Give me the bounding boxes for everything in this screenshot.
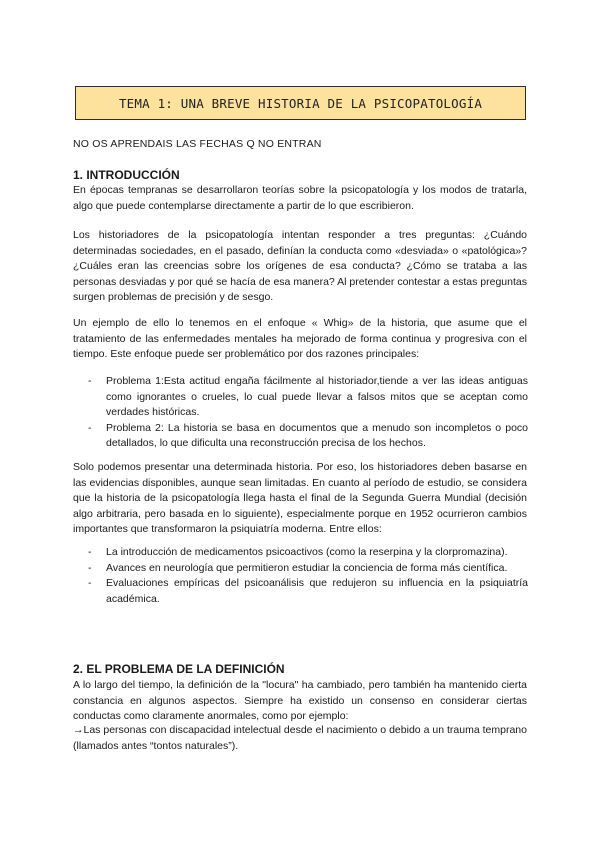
list-item: - La introducción de medicamentos psicoactivos (como la reserpina y la clorpromazina). [88, 545, 528, 561]
title-banner [75, 86, 526, 120]
problems-list [88, 374, 528, 452]
list-item: - Problema 1:Esta actitud engaña fácilmente al historiador,tiende a ver las ideas antiguas como ignorantes o crueles, lo cual puede llevar a falsos mitos que se aceptan como verdades históricas. [88, 374, 528, 421]
section-2-paragraph-2: →Las personas con discapacidad intelectual desde el nacimiento o debido a un trauma temprano (llamados antes “tontos naturales”). [73, 724, 527, 752]
list-item: - Problema 2: La historia se basa en documentos que a menudo son incompletos o poco detallados, lo que dificulta una reconstrucción precisa de los hechos. [88, 421, 528, 452]
section-1-paragraph-3: Un ejemplo de ello lo tenemos en el enfoque « Whig» de la historia, que asume que el tratamiento de las enfermedades mentales ha mejorado de forma continua y progresiva con el tiempo. Este enfoque puede ser problemático por dos razones principales: [73, 317, 527, 361]
changes-list [88, 545, 528, 607]
section-1-paragraph-4: Solo podemos presentar una determinada historia. Por eso, los historiadores deben basarse en las evidencias disponibles, aunque sean limitadas. En cuanto al período de estudio, se considera que la historia de la psicopatología llega hasta el final de la Segunda Guerra Mundial (decisión algo arbitraria, pero basada en lo siguiente), especialmente porque en 1952 ocurrieron cambios importantes que transformaron la psiquiatría moderna. Entre ellos: [73, 461, 527, 536]
list-item: - Evaluaciones empíricas del psicoanálisis que redujeron su influencia en la psiquiatría académica. [88, 576, 528, 607]
section-1-paragraph-1: En épocas tempranas se desarrollaron teorías sobre la psicopatología y los modos de tratarla, algo que puede contemplarse directamente a partir de lo que escribieron. [73, 184, 527, 212]
section-1-heading: 1. INTRODUCCIÓN [73, 168, 180, 182]
list-item: - Avances en neurología que permitieron estudiar la conciencia de forma más científica. [88, 561, 528, 577]
document-title: TEMA 1: UNA BREVE HISTORIA DE LA PSICOPATOLOGÍA [118, 95, 483, 111]
study-note: NO OS APRENDAIS LAS FECHAS Q NO ENTRAN [73, 138, 322, 150]
section-2-heading: 2. EL PROBLEMA DE LA DEFINICIÓN [73, 662, 285, 676]
section-1-paragraph-2: Los historiadores de la psicopatología intentan responder a tres preguntas: ¿Cuándo determinadas sociedades, en el pasado, definían la conducta como «desviada» o «patológica»? ¿Cuáles eran las creencias sobre los orígenes de esa conducta? ¿Cómo se trataba a las personas desviadas y por qué se hacía de esa manera? Al pretender contestar a estas preguntas surgen problemas de precisión y de sesgo. [73, 229, 527, 304]
section-2-paragraph-1: A lo largo del tiempo, la definición de la "locura" ha cambiado, pero también ha mantenido cierta constancia en algunos aspectos. Siempre ha existido un consenso en considerar ciertas conductas como claramente anormales, como por ejemplo: [73, 679, 527, 723]
